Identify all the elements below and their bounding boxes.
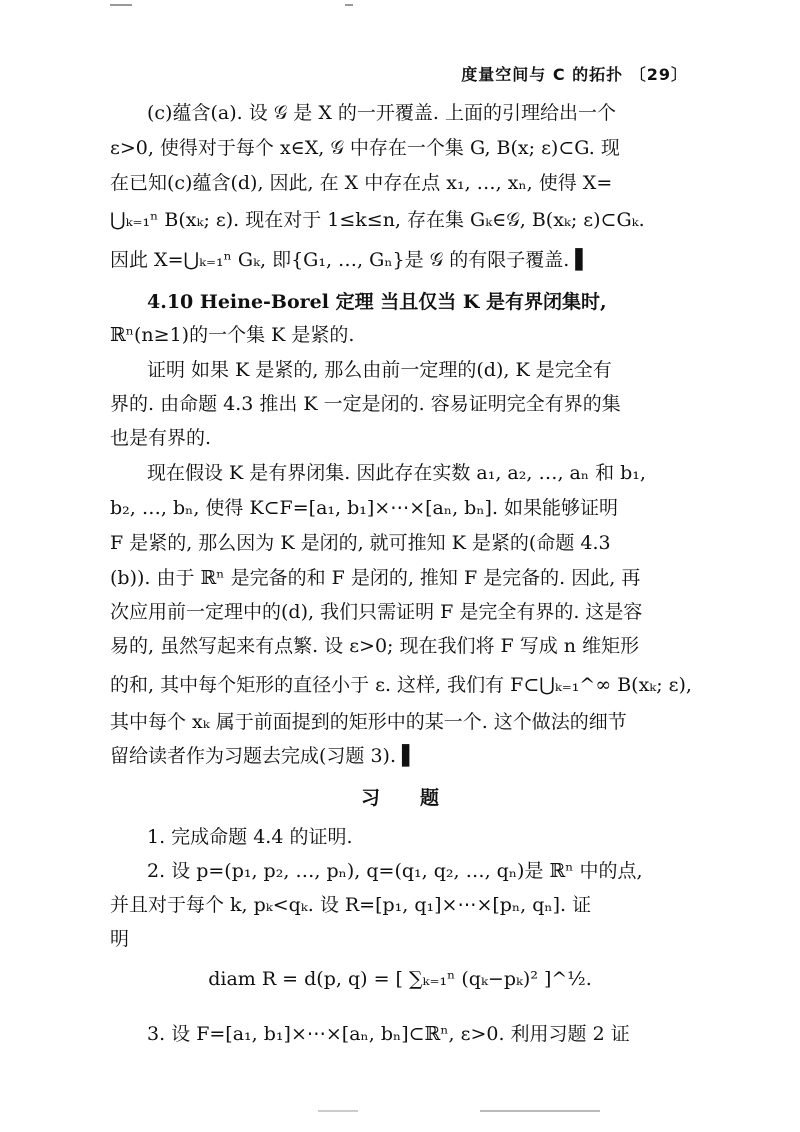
scan-mark <box>318 1110 358 1112</box>
paragraph-line: 留给读者作为习题去完成(习题 3). ▌ <box>110 745 417 767</box>
exercise-3: 3. 设 F=[a₁, b₁]×⋯×[aₙ, bₙ]⊂ℝⁿ, ε>0. 利用习题 2 证 <box>147 1023 630 1045</box>
theorem-line: ℝⁿ(n≥1)的一个集 K 是紧的. <box>110 324 355 346</box>
scan-mark <box>345 4 353 6</box>
proof-line: 证明 如果 K 是紧的, 那么由前一定理的(d), K 是完全有 <box>147 359 612 381</box>
theorem-heading: 4.10 Heine-Borel 定理 当且仅当 K 是有界闭集时, <box>147 291 607 313</box>
proof-line: ε>0, 使得对于每个 x∈X, 𝒢 中存在一个集 G, B(x; ε)⊂G. 现 <box>110 137 620 159</box>
scan-mark <box>110 4 132 6</box>
exercise-2-line: 并且对于每个 k, pₖ<qₖ. 设 R=[p₁, q₁]×⋯×[pₙ, qₙ]. 证 <box>110 894 592 916</box>
exercise-2-line: 明 <box>110 928 130 950</box>
proof-line: ⋃ₖ₌₁ⁿ B(xₖ; ε). 现在对于 1≤k≤n, 存在集 Gₖ∈𝒢, B(xₖ; ε)⊂Gₖ. <box>110 209 645 231</box>
scan-mark <box>480 1110 600 1112</box>
proof-line: 在已知(c)蕴含(d), 因此, 在 X 中存在点 x₁, …, xₙ, 使得 X= <box>110 172 613 194</box>
proof-line: (c)蕴含(a). 设 𝒢 是 X 的一开覆盖. 上面的引理给出一个 <box>147 102 616 124</box>
paragraph-line: F 是紧的, 那么因为 K 是闭的, 就可推知 K 是紧的(命题 4.3 <box>110 532 611 554</box>
paragraph-line: (b)). 由于 ℝⁿ 是完备的和 F 是闭的, 推知 F 是完备的. 因此, 再 <box>110 567 641 589</box>
paragraph-line: b₂, …, bₙ, 使得 K⊂F=[a₁, b₁]×⋯×[aₙ, bₙ]. 如果能够证明 <box>110 497 619 519</box>
exercises-title: 习题 <box>360 787 479 809</box>
running-header: 度量空间与 C 的拓扑 〔29〕 <box>461 65 688 84</box>
paragraph-line: 其中每个 xₖ 属于前面提到的矩形中的某一个. 这个做法的细节 <box>110 711 627 733</box>
proof-line: 因此 X=⋃ₖ₌₁ⁿ Gₖ, 即{G₁, …, Gₙ}是 𝒢 的有限子覆盖. ▌ <box>110 249 590 271</box>
paragraph-line: 易的, 虽然写起来有点繁. 设 ε>0; 现在我们将 F 写成 n 维矩形 <box>110 635 640 657</box>
paragraph-line: 次应用前一定理中的(d), 我们只需证明 F 是完全有界的. 这是容 <box>110 601 643 623</box>
diameter-formula: diam R = d(p, q) = [ ∑ₖ₌₁ⁿ (qₖ−pₖ)² ]^½. <box>208 968 592 990</box>
proof-line: 也是有界的. <box>110 427 212 449</box>
paragraph-line: 现在假设 K 是有界闭集. 因此存在实数 a₁, a₂, …, aₙ 和 b₁, <box>147 462 646 484</box>
exercise-2-line: 2. 设 p=(p₁, p₂, …, pₙ), q=(q₁, q₂, …, qₙ)是 ℝⁿ 中的点, <box>147 860 643 882</box>
exercise-1: 1. 完成命题 4.4 的证明. <box>147 826 353 848</box>
paragraph-line: 的和, 其中每个矩形的直径小于 ε. 这样, 我们有 F⊂⋃ₖ₌₁^∞ B(xₖ; ε), <box>110 674 692 696</box>
proof-line: 界的. 由命题 4.3 推出 K 一定是闭的. 容易证明完全有界的集 <box>110 393 621 415</box>
